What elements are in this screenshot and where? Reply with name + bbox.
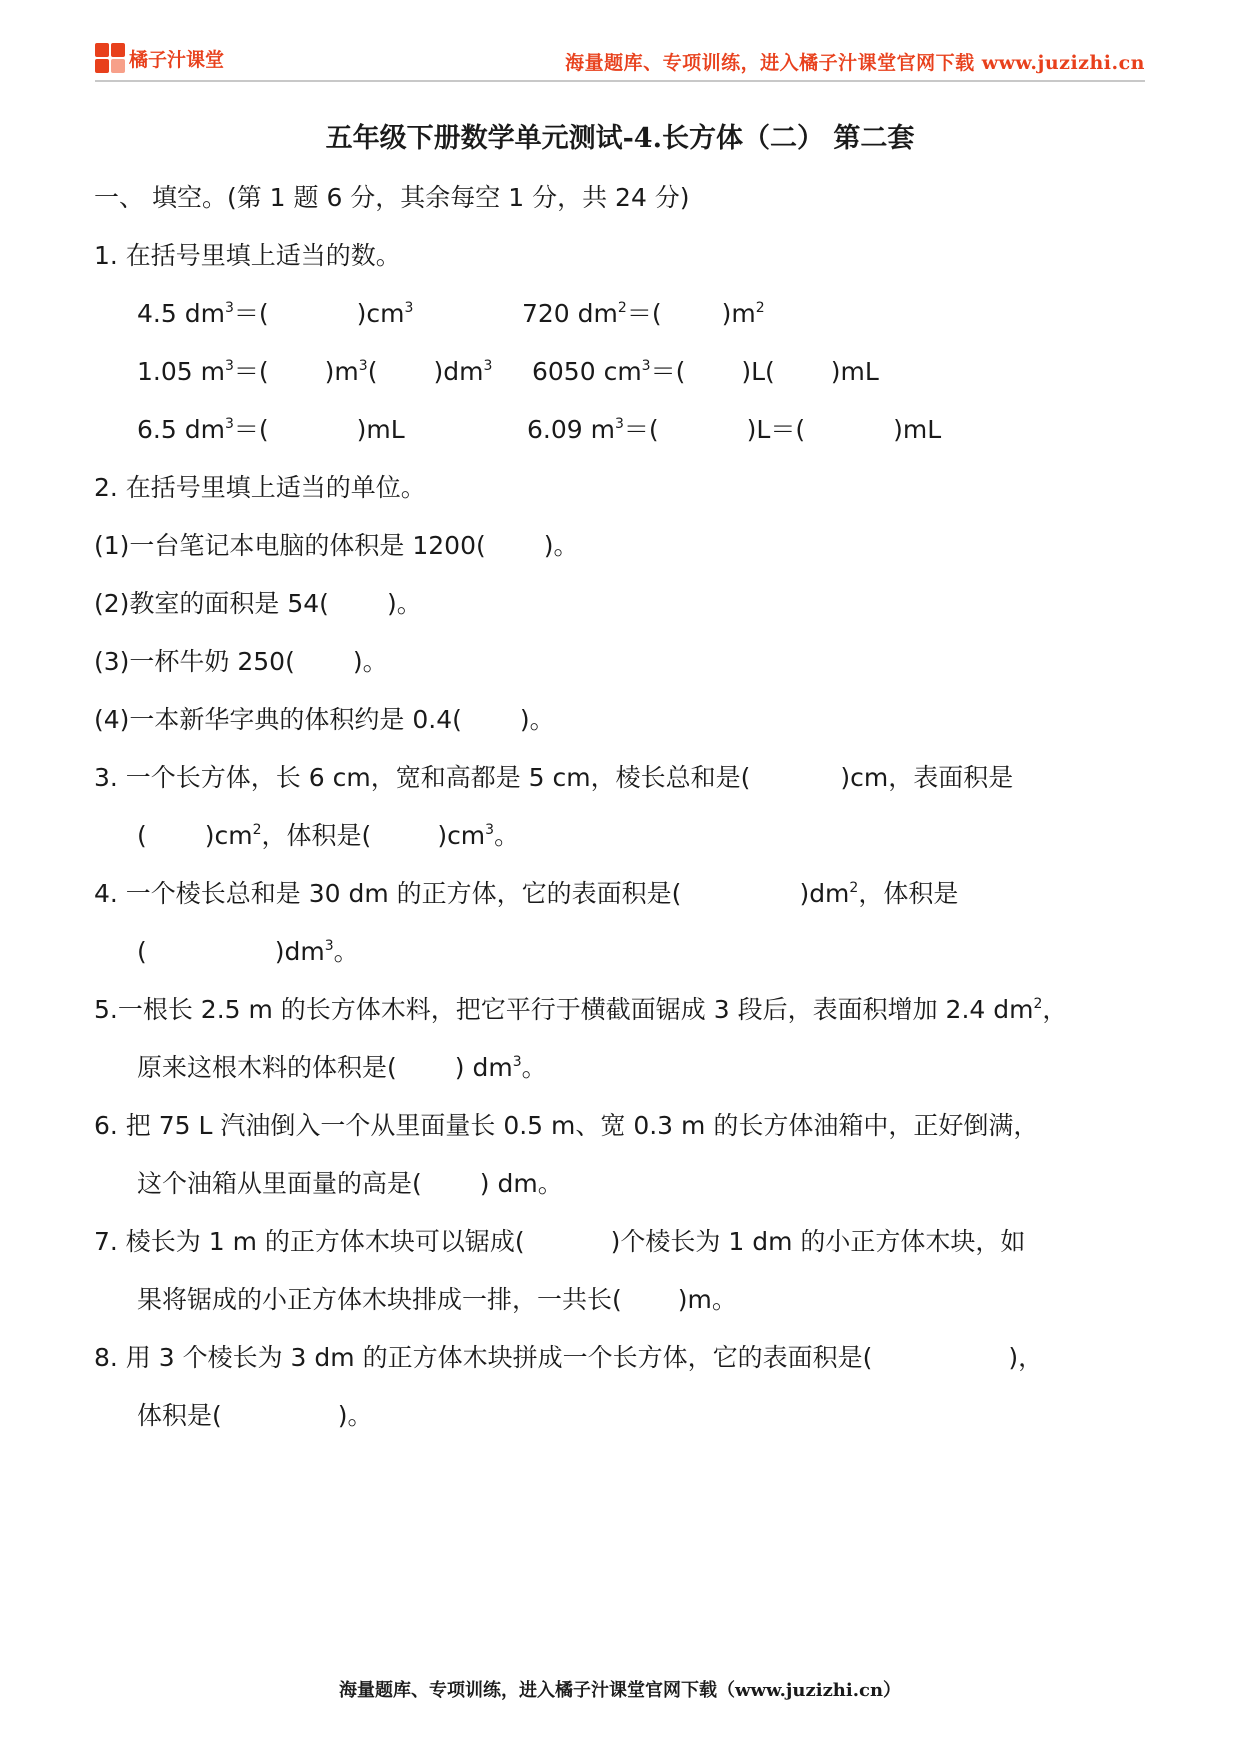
question-1-row-a: 4.5 $dm^3=$( )$cm^3$ — [137, 299, 414, 328]
conv-c2: 6.09 m — [527, 415, 615, 444]
question-6-text-2: 这个油箱从里面量的高是( — [137, 1169, 422, 1198]
question-7-text-1: 7. 棱长为 1 m 的正方体木块可以锯成( — [94, 1227, 525, 1256]
question-2-item-3: (3)一杯牛奶 250( )。 — [94, 647, 388, 676]
question-8-text-2: )， — [1008, 1343, 1044, 1372]
question-6-line-2 — [137, 1168, 563, 1200]
question-5-text-3: 原来这根木料的体积是( — [137, 1053, 397, 1082]
question-1-row-a2: 720 $dm^2=$( )$m^2$ — [522, 299, 765, 328]
question-7-line-2 — [137, 1284, 737, 1316]
question-3-line-1 — [94, 762, 1013, 794]
question-8-text-3: 体积是( — [137, 1401, 222, 1430]
question-3-text-2: )cm，表面积是 — [840, 763, 1014, 792]
conv-c1: 6.5 dm — [137, 415, 225, 444]
question-2-text-2: (2)教室的面积是 54( — [94, 589, 329, 618]
header-divider — [95, 80, 1145, 82]
question-1-row-c: 6.5 $dm^3=$( )mL — [137, 415, 405, 444]
question-8-text-1: 8. 用 3 个棱长为 3 dm 的正方体木块拼成一个长方体，它的表面积是( — [94, 1343, 873, 1372]
question-5-text-2: ， — [1042, 995, 1068, 1024]
question-3-text-4: )cm — [204, 821, 253, 850]
question-2-item-2: (2)教室的面积是 54( )。 — [94, 589, 422, 618]
question-8-line-1 — [94, 1342, 1043, 1374]
question-4-text-3: ，体积是 — [858, 879, 959, 908]
conv-a2: 720 dm — [522, 299, 618, 328]
question-4-text-4: ( — [137, 937, 147, 966]
page-footer: 海量题库、专项训练，进入橘子汁课堂官网下载（www.juzizhi.cn） — [338, 1680, 902, 1701]
question-4-text-1: 4. 一个棱长总和是 30 dm 的正方体，它的表面积是( — [94, 879, 682, 908]
question-5-line-1: 5.一根长 2.5 m 的长方体木料，把它平行于横截面锯成 3 段后，表面积增加 2.4 $dm^2$， — [94, 995, 1068, 1024]
question-2-stem: 2. 在括号里填上适当的单位。 — [94, 473, 426, 502]
question-1-row-c2: 6.09 $m^3=$( )L＝( )mL — [527, 415, 942, 444]
question-3-text-6: )cm — [437, 821, 486, 850]
logo-icon — [95, 43, 125, 73]
question-5-text-4: ) dm — [454, 1053, 513, 1082]
question-7-line-1 — [94, 1226, 1025, 1258]
question-2-text-4: (4)一本新华字典的体积约是 0.4( — [94, 705, 462, 734]
header-slogan: 海量题库、专项训练，进入橘子汁课堂官网下载 www.juzizhi.cn — [565, 52, 1145, 74]
conv-b2: 6050 cm — [532, 357, 642, 386]
question-6-text-3: ) dm。 — [479, 1169, 563, 1198]
question-1-stem: 1. 在括号里填上适当的数。 — [94, 241, 401, 270]
question-1-row-b: 1.05 $m^3=$( )$m^3$( )$dm^3$ — [137, 357, 493, 386]
question-7-text-3: 果将锯成的小正方体木块排成一排，一共长( — [137, 1285, 622, 1314]
question-4-text-5: )dm — [274, 937, 325, 966]
page-header — [95, 40, 1145, 76]
question-2-item-1: (1)一台笔记本电脑的体积是 1200( )。 — [94, 531, 579, 560]
question-2-item-4: (4)一本新华字典的体积约是 0.4( )。 — [94, 705, 555, 734]
question-3-line-2: ( )$cm^2$，体积是( )$cm^3$。 — [137, 821, 520, 850]
question-3-text-7: 。 — [494, 821, 520, 850]
logo-text: 橘子汁课堂 — [129, 48, 225, 71]
question-7-text-4: )m。 — [677, 1285, 737, 1314]
question-3-text-1: 3. 一个长方体，长 6 cm，宽和高都是 5 cm，棱长总和是( — [94, 763, 751, 792]
question-2-text-1: (1)一台笔记本电脑的体积是 1200( — [94, 531, 486, 560]
question-3-text-3: ( — [137, 821, 147, 850]
question-5-text-5: 。 — [521, 1053, 547, 1082]
conv-b1: 1.05 m — [137, 357, 225, 386]
question-2-text-3: (3)一杯牛奶 250( — [94, 647, 295, 676]
section-heading: 一、 填空。(第 1 题 6 分，其余每空 1 分，共 24 分) — [94, 183, 690, 212]
question-7-text-2: )个棱长为 1 dm 的小正方体木块，如 — [610, 1227, 1026, 1256]
question-8-line-2 — [137, 1400, 373, 1432]
question-3-text-5: ，体积是( — [261, 821, 372, 850]
question-5-line-2: 原来这根木料的体积是( ) $dm^3$。 — [137, 1053, 547, 1082]
conv-a1: 4.5 dm — [137, 299, 225, 328]
question-4-text-2: )dm — [799, 879, 850, 908]
page-title: 五年级下册数学单元测试-4.长方体（二） 第二套 — [325, 123, 915, 154]
question-5-text-1: 5.一根长 2.5 m 的长方体木料，把它平行于横截面锯成 3 段后，表面积增加 2.4 dm — [94, 995, 1034, 1024]
question-4-line-1: 4. 一个棱长总和是 30 dm 的正方体，它的表面积是( )$dm^2$，体积是 — [94, 879, 959, 908]
question-4-text-6: 。 — [333, 937, 359, 966]
question-1-row-b2: 6050 $cm^3=$( )L( )mL — [532, 357, 879, 386]
question-6-line-1: 6. 把 75 L 汽油倒入一个从里面量长 0.5 m、宽 0.3 m 的长方体油箱中，正好倒满， — [94, 1111, 1039, 1140]
question-4-line-2: ( )$dm^3$。 — [137, 937, 359, 966]
logo — [95, 43, 224, 73]
question-8-text-4: )。 — [337, 1401, 373, 1430]
